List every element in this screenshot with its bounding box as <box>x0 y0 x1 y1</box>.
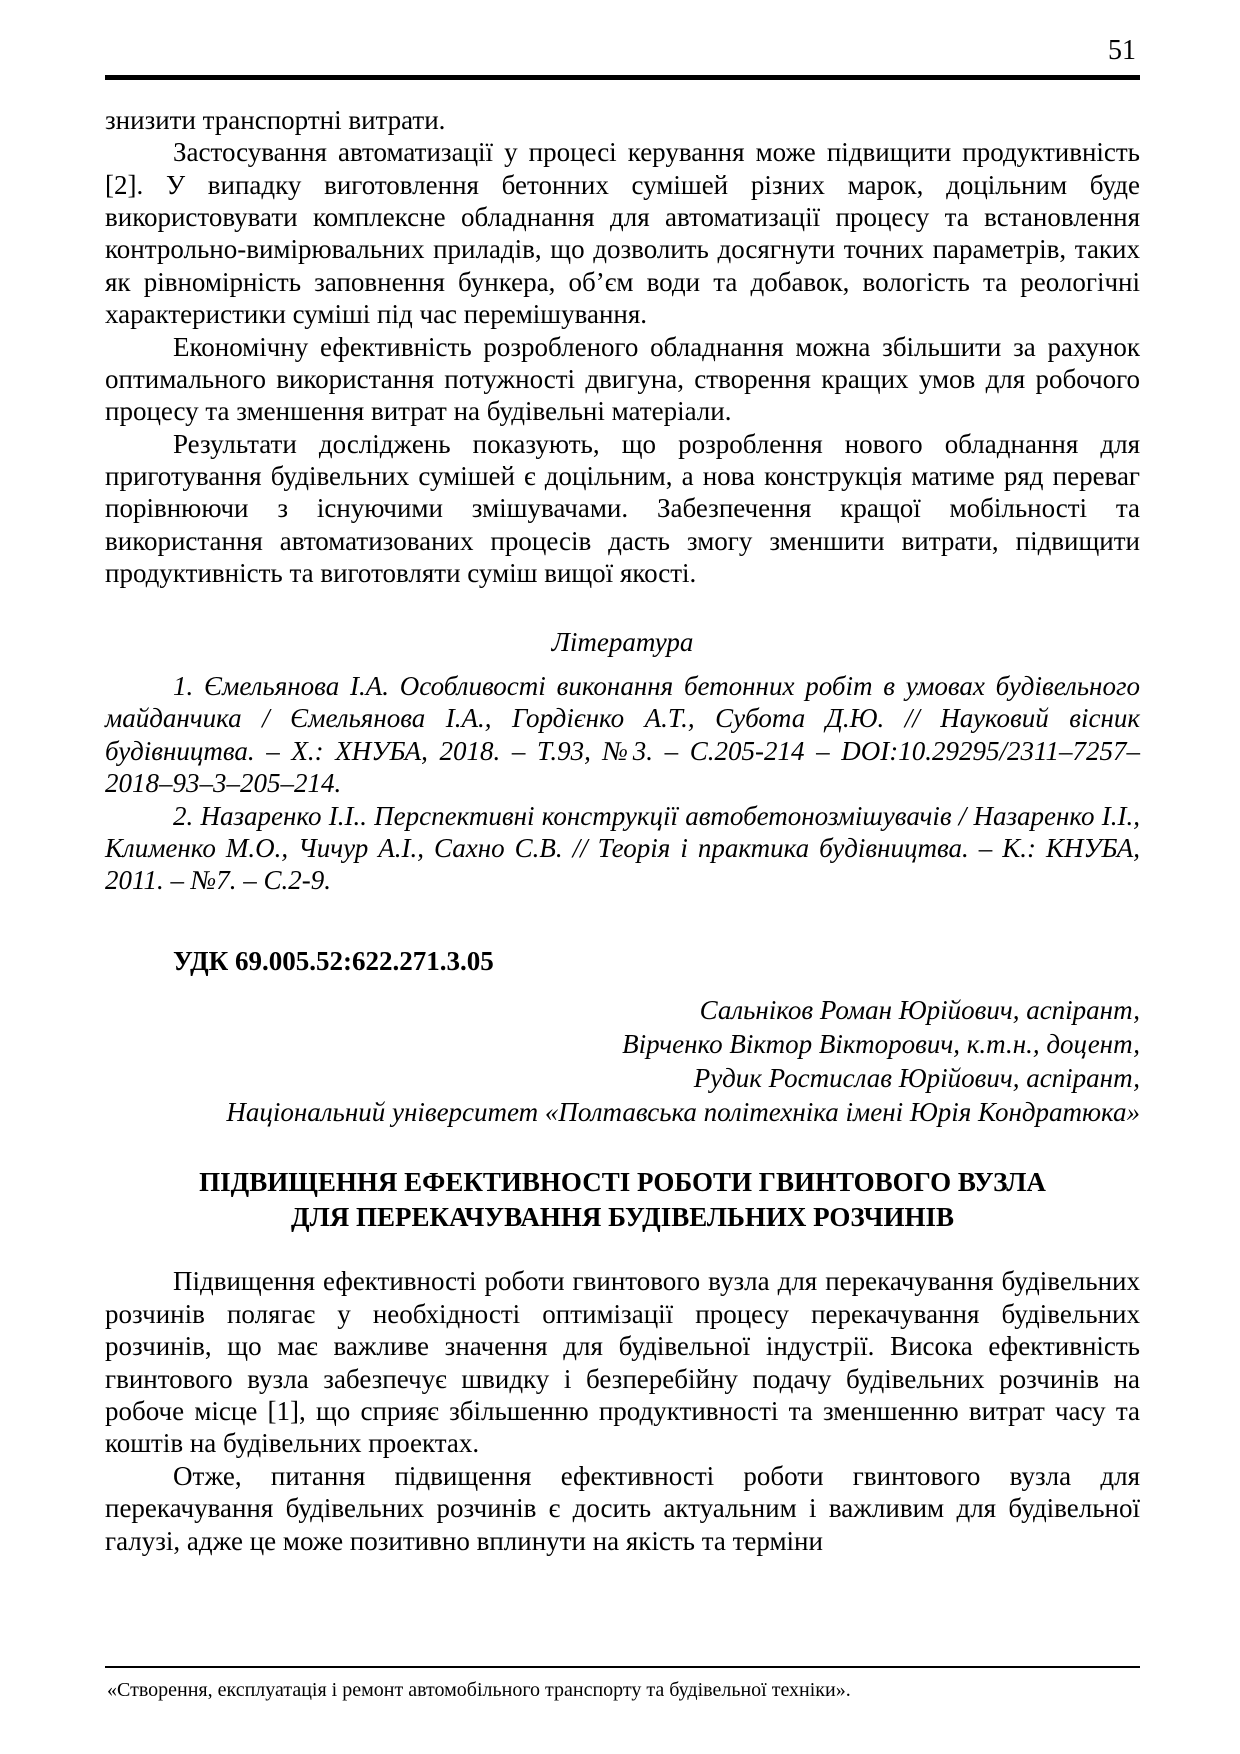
new-article-text <box>105 1265 1140 1557</box>
page-content <box>105 36 1140 1557</box>
references-list <box>105 670 1140 897</box>
paragraph-continuation: знизити транспортні витрати. <box>105 104 446 135</box>
paragraph: Отже, питання підвищення ефективності роботи гвинтового вузла для перекачування будівельних розчинів є досить актуальним і важливим для будівельної галузі, адже це може позитивно вплинути на якість та терміни <box>105 1460 1140 1556</box>
article-title-line1: ПІДВИЩЕННЯ ЕФЕКТИВНОСТІ РОБОТИ ГВИНТОВОГО ВУЗЛА <box>199 1167 1046 1198</box>
paragraph: Застосування автоматизації у процесі керування може підвищити продуктивність [2]. У випадку виготовлення бетонних сумішей різних марок, доцільним буде використовувати комплексне обладнання для автоматизації процесу та встановлення контрольно-вимірювальних приладів, що дозволить досягнути точних параметрів, таких як рівномірність заповнення бункера, об’єм води та добавок, вологість та реологічні характеристики суміші під час перемішування. <box>105 137 1140 330</box>
paragraph: Підвищення ефективності роботи гвинтового вузла для перекачування будівельних розчинів полягає у необхідності оптимізації процесу перекачування будівельних розчинів, що має важливе значення для будівельної індустрії. Висока ефективність гвинтового вузла забезпечує швидку і безперебійну подачу будівельних розчинів на робоче місце [1], що сприяє збільшенню продуктивності та зменшенню витрат часу та коштів на будівельних проектах. <box>105 1266 1140 1459</box>
reference-item: 1. Ємельянова І.А. Особливості виконання бетонних робіт в умовах будівельного майданчика / Ємельянова І.А., Гордієнко А.Т., Субота Д.Ю. // Науковий вісник будівництва. – Х.: ХНУБА, 2018. – Т.93, №3. – С.205-214 – DOI:10.29295/2311–7257–2018–93–3–205–214. <box>105 671 1140 799</box>
page-number: 51 <box>1108 35 1136 66</box>
paragraph: Результати досліджень показують, що розроблення нового обладнання для приготування будівельних сумішей є доцільним, а нова конструкція матиме ряд переваг порівнюючи з існуючими змішувачами. Забезпечення кращої мобільності та використання автоматизованих процесів дасть змогу зменшити витрати, підвищити продуктивність та виготовляти суміш вищої якості. <box>105 428 1140 589</box>
author-line: Сальніков Роман Юрійович, аспірант, <box>699 995 1140 1026</box>
author-line: Рудик Ростислав Юрійович, аспірант, <box>693 1063 1140 1094</box>
previous-article-text <box>105 104 1140 590</box>
author-line: Вірченко Віктор Вікторович, к.т.н., доцент, <box>622 1029 1140 1060</box>
header-rule <box>105 75 1140 80</box>
article-title <box>105 1165 1140 1235</box>
footer-note: «Створення, експлуатація і ремонт автомобільного транспорту та будівельної техніки». <box>107 1679 851 1701</box>
reference-item: 2. Назаренко І.І.. Перспективні конструкції автобетонозмішувачів / Назаренко І.І., Клименко М.О., Чичур А.І., Сахно С.В. // Теорія і практика будівництва. – К.: КНУБА, 2011. – №7. – С.2-9. <box>105 800 1140 896</box>
article-title-line2: ДЛЯ ПЕРЕКАЧУВАННЯ БУДІВЕЛЬНИХ РОЗЧИНІВ <box>291 1202 954 1233</box>
references-heading: Література <box>551 626 694 657</box>
footer <box>105 1666 1140 1702</box>
paragraph: Економічну ефективність розробленого обладнання можна збільшити за рахунок оптимального використання потужності двигуна, створення кращих умов для робочого процесу та зменшення витрат на будівельні матеріали. <box>105 331 1140 427</box>
authors-block <box>105 993 1140 1129</box>
udc-code: УДК 69.005.52:622.271.3.05 <box>173 945 494 976</box>
author-affiliation: Національний університет «Полтавська політехніка імені Юрія Кондратюка» <box>226 1097 1140 1128</box>
